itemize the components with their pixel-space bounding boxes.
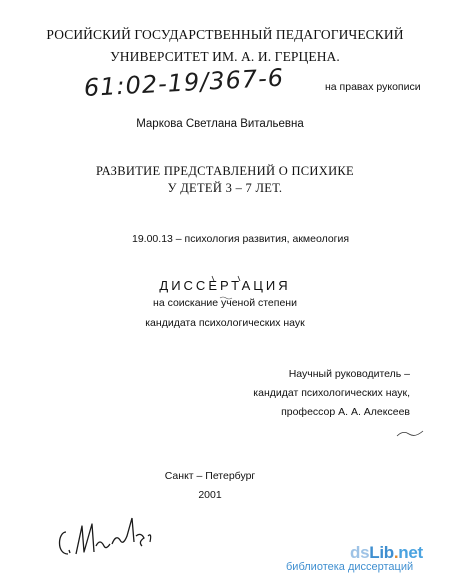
supervisor-line-2: кандидат психологических наук, — [253, 387, 410, 399]
degree-line-1: на соискание ученой степени — [153, 297, 297, 309]
supervisor-line-3: профессор А. А. Алексеев — [281, 406, 410, 418]
watermark-logo — [350, 543, 450, 563]
author-name: Маркова Светлана Витальевна — [136, 118, 304, 130]
title-line-1: РАЗВИТИЕ ПРЕДСТАВЛЕНИЙ О ПСИХИКЕ — [96, 164, 354, 178]
dissertation-title — [0, 163, 450, 197]
year: 2001 — [198, 489, 222, 501]
document-type: ДИССЕРТАЦИЯ — [159, 278, 291, 293]
watermark-logo-suffix: net — [398, 543, 423, 562]
specialty-code: 19.00.13 – психология развития, акмеология — [132, 233, 350, 245]
title-line-2: У ДЕТЕЙ 3 – 7 ЛЕТ. — [167, 181, 283, 195]
watermark-logo-dot: . — [393, 543, 399, 562]
manuscript-rights-note: на правах рукописи — [325, 81, 421, 93]
supervisor-line-1: Научный руководитель – — [288, 368, 410, 380]
watermark-logo-mid: Lib — [369, 543, 394, 562]
watermark-subtitle: библиотека диссертаций — [286, 561, 414, 573]
city: Санкт – Петербург — [164, 470, 256, 482]
handwritten-registration-number: 61:02-19/367-6 — [83, 63, 285, 102]
watermark-logo-prefix: ds — [350, 543, 370, 562]
degree-line-2: кандидата психологических наук — [145, 317, 305, 329]
handwritten-signature — [52, 506, 162, 566]
supervisor-block — [253, 365, 410, 422]
pen-mark-icon — [395, 428, 425, 440]
institution-line-1: РОСИЙСКИЙ ГОСУДАРСТВЕННЫЙ ПЕДАГОГИЧЕСКИЙ — [46, 27, 404, 42]
institution-line-2: УНИВЕРСИТЕТ ИМ. А. И. ГЕРЦЕНА. — [110, 49, 340, 64]
institution-header — [0, 24, 450, 68]
